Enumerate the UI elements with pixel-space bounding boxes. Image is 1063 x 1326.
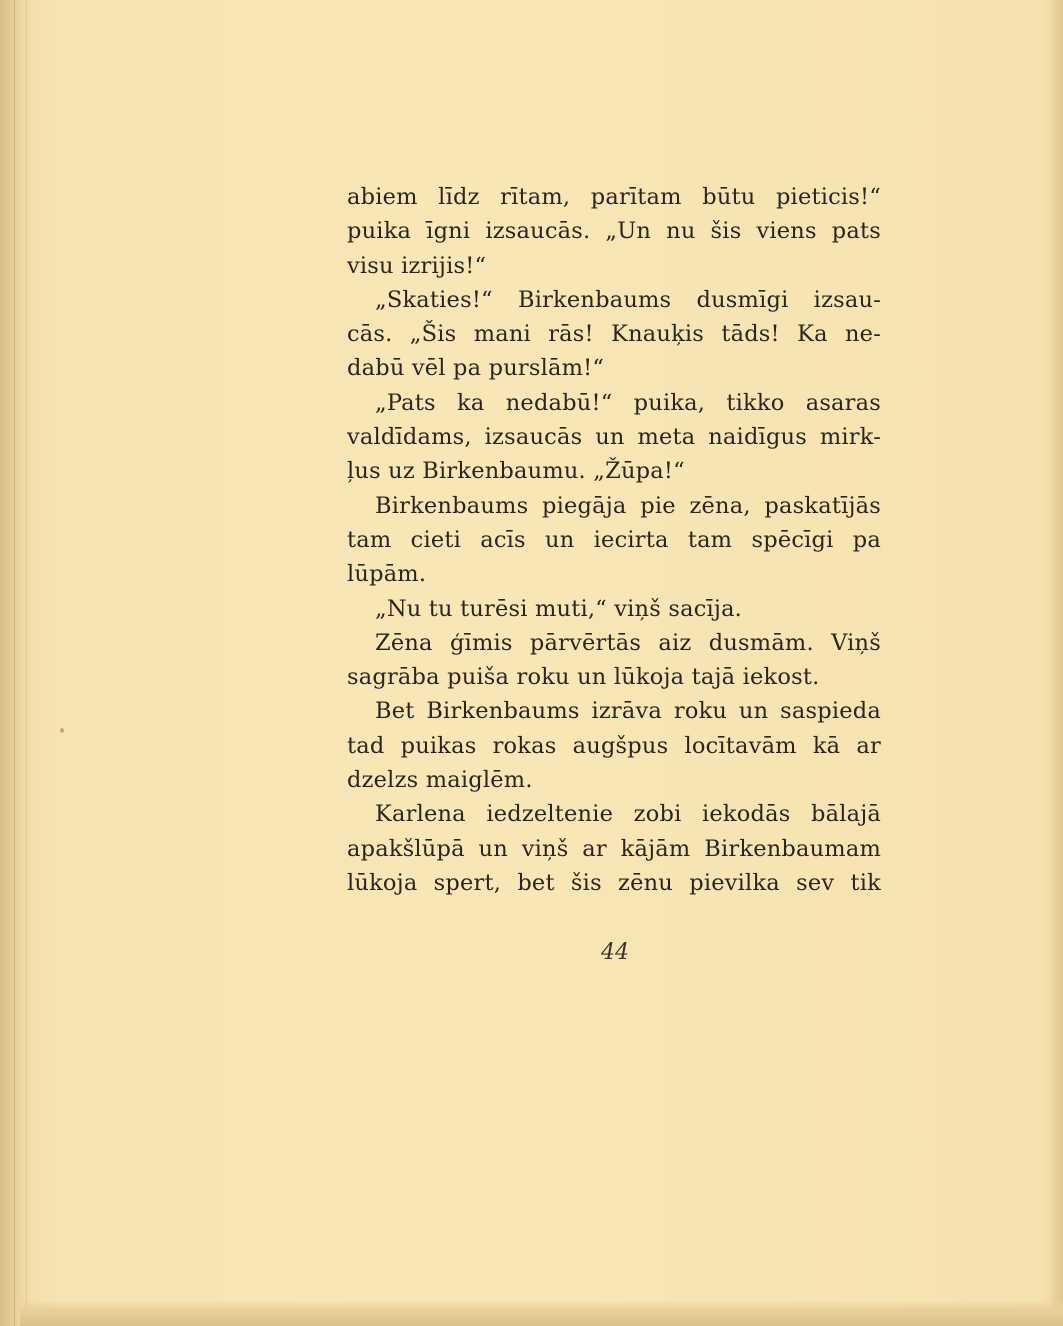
text-line: lūpām. — [347, 561, 427, 588]
paper-speck — [60, 728, 64, 733]
text-line: cās. „Šis mani rās! Knauķis tāds! Ka ne- — [347, 321, 881, 348]
text-line: apakšlūpā un viņš ar kājām Birkenbaumam — [347, 835, 881, 862]
text-line: abiem līdz rītam, parītam būtu pieticis!“ — [347, 184, 881, 210]
text-line: „Pats ka nedabū!“ puika, tikko asaras — [375, 389, 881, 416]
text-line: dzelzs maiglēm. — [347, 767, 533, 794]
text-line: ļus uz Birkenbaumu. „Žūpa!“ — [347, 458, 685, 485]
text-line: visu izrijis!“ — [347, 252, 487, 279]
text-line: sagrāba puiša roku un lūkoja tajā iekost. — [347, 664, 820, 691]
text-line: Birkenbaums piegāja pie zēna, paskatījās — [375, 492, 881, 519]
binding-crease-inner — [26, 0, 27, 1326]
text-line: dabū vēl pa purslām!“ — [347, 355, 605, 382]
text-line: tam cieti acīs un iecirta tam spēcīgi pa — [347, 526, 881, 553]
text-line: Karlena iedzeltenie zobi iekodās bālajā — [375, 801, 881, 828]
page-bottom-edge — [20, 1300, 1063, 1326]
page-right-edge — [1049, 0, 1063, 1326]
text-line: „Nu tu turēsi muti,“ viņš sacīja. — [375, 595, 743, 622]
binding-crease — [14, 0, 15, 1326]
text-line: puika īgni izsaucās. „Un nu šis viens pats — [347, 218, 881, 245]
text-line: Zēna ģīmis pārvērtās aiz dusmām. Viņš — [375, 629, 881, 656]
text-line: Bet Birkenbaums izrāva roku un saspieda — [375, 698, 881, 725]
page-binding — [0, 0, 34, 1326]
page-number: 44 — [601, 940, 629, 965]
text-line: valdīdams, izsaucās un meta naidīgus mirk- — [347, 424, 881, 451]
body-text — [347, 180, 881, 900]
text-line: lūkoja spert, bet šis zēnu pievilka sev tik — [347, 869, 881, 896]
text-line: tad puikas rokas augšpus locītavām kā ar — [347, 732, 881, 759]
text-line: „Skaties!“ Birkenbaums dusmīgi izsau- — [375, 286, 881, 313]
